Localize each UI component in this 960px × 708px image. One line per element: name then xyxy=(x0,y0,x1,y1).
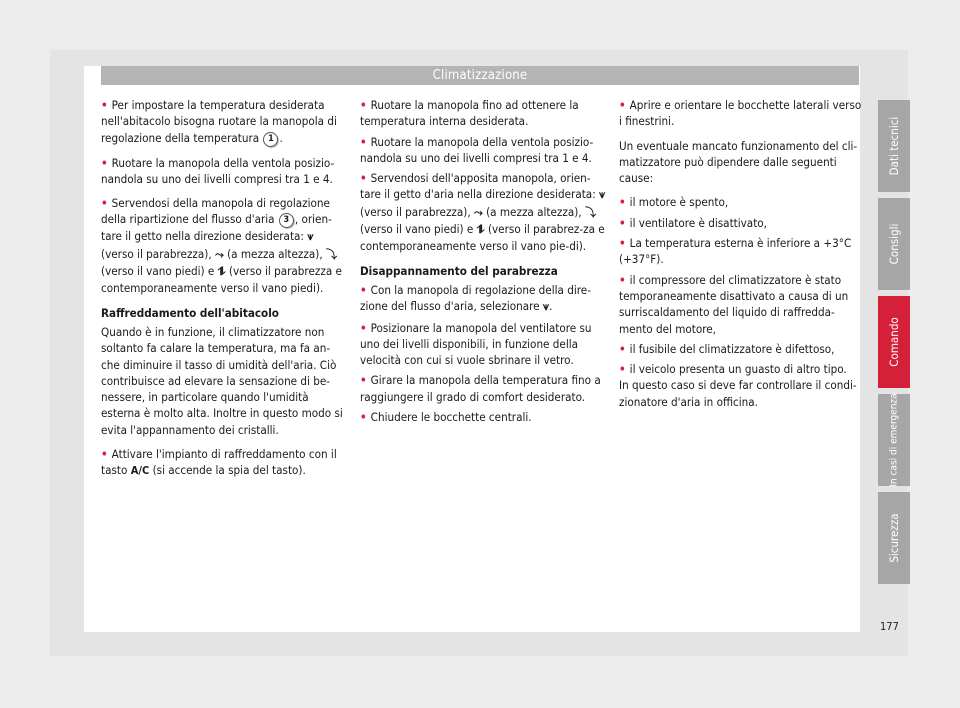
tab-dati-tecnici[interactable]: Dati tecnici xyxy=(878,100,910,192)
tab-in-casi-di-emergenza[interactable]: In casi di emergenza xyxy=(878,394,910,486)
bullet-item: • il motore è spento, xyxy=(619,195,729,210)
section-heading: Raffreddamento dell'abitacolo xyxy=(101,305,279,320)
windshield-footwell-airflow-icon: ⥮ xyxy=(476,223,485,237)
bullet-item: • il ventilatore è disattivato, xyxy=(619,215,767,230)
bullet-item: • Aprire e orientare le bocchette laterali verso i finestrini. xyxy=(619,98,862,129)
windshield-airflow-icon: ⩛ xyxy=(542,300,550,314)
column-1 xyxy=(101,97,347,488)
footwell-airflow-icon: ⤵ xyxy=(584,205,596,219)
mid-airflow-icon: ⤳ xyxy=(473,205,483,219)
paragraph: In questo caso si deve far controllare il condi-zionatore d'aria in officina. xyxy=(619,378,857,409)
tab-sicurezza[interactable]: Sicurezza xyxy=(878,492,910,584)
footwell-airflow-icon: ⤵ xyxy=(325,247,337,261)
column-3 xyxy=(619,97,865,418)
ac-key-icon: A/C xyxy=(130,464,150,478)
page-number: 177 xyxy=(880,620,899,633)
tab-comando[interactable]: Comando xyxy=(878,296,910,388)
bullet-item: • Servendosi della manopola di regolazione della ripartizione del flusso d'aria 3 , orien-tare il getto nella direzione desiderata: ⩛ (verso il parabrezza), ⤳ (a mezza altezza), ⤵ (verso il vano piedi) e ⥮ (verso il parabrezza e contemporaneamente verso il vano piedi). xyxy=(101,196,342,296)
bullet-item: • La temperatura esterna è inferiore a +3°C (+37°F). xyxy=(619,236,852,267)
windshield-airflow-icon: ⩛ xyxy=(599,188,606,202)
bullet-item: • il veicolo presenta un guasto di altro tipo. xyxy=(619,362,847,377)
bullet-item: • Girare la manopola della temperatura fino a raggiungere il grado di comfort desiderato. xyxy=(360,373,601,404)
tab-consigli[interactable]: Consigli xyxy=(878,198,910,290)
bullet-item: • Attivare l'impianto di raffreddamento con il tasto A/C (si accende la spia del tasto). xyxy=(101,446,347,480)
mid-airflow-icon: ⤳ xyxy=(214,247,224,261)
section-heading: Disappannamento del parabrezza xyxy=(360,263,558,278)
section-header: Climatizzazione xyxy=(101,66,859,85)
column-2 xyxy=(360,97,606,433)
bullet-item: • il compressore del climatizzatore è stato temporaneamente disattivato a causa di un surriscaldamento del liquido di raffredda-mento del motore, xyxy=(619,272,849,336)
bullet-item: • Chiudere le bocchette centrali. xyxy=(360,410,532,425)
windshield-airflow-icon: ⩛ xyxy=(307,230,314,244)
bullet-item: • Servendosi dell'apposita manopola, orien-tare il getto d'aria nella direzione desiderata: ⩛ (verso il parabrezza), ⤳ (a mezza altezza), ⤵ (verso il vano piedi) e ⥮ (verso il parabrez-za e contemporaneamente verso il vano pie-di). xyxy=(360,171,606,254)
bullet-item: • Ruotare la manopola della ventola posizio-nandola su uno dei livelli compresi tra 1 e 4. xyxy=(360,134,594,165)
bullet-item: • Ruotare la manopola della ventola posizio-nandola su uno dei livelli compresi tra 1 e 4. xyxy=(101,155,335,186)
bullet-item: • il fusibile del climatizzatore è difettoso, xyxy=(619,341,835,356)
paragraph: Un eventuale mancato funzionamento del cli-matizzatore può dipendere dalle seguenti cause: xyxy=(619,138,858,186)
ref-marker: 3 xyxy=(279,213,294,228)
bullet-item: • Posizionare la manopola del ventilatore su uno dei livelli disponibili, in funzione della velocità con cui si vuole sbrinare il vetro. xyxy=(360,320,592,368)
bullet-item: • Ruotare la manopola fino ad ottenere la temperatura interna desiderata. xyxy=(360,98,579,129)
bullet-item: • Con la manopola di regolazione della dire-zione del flusso d'aria, selezionare ⩛. xyxy=(360,282,606,316)
ref-marker: 1 xyxy=(263,132,278,147)
windshield-footwell-airflow-icon: ⥮ xyxy=(217,265,226,279)
paragraph: Quando è in funzione, il climatizzatore non soltanto fa calare la temperatura, ma fa an-che diminuire il tasso di umidità dell'aria. Ciò contribuisce ad elevare la sensazione di be-nessere, in particolare quando l'umidità esterna è molto alta. Inoltre in questo modo si evita l'appannamento dei cristalli. xyxy=(101,324,343,437)
bullet-item: • Per impostare la temperatura desiderata nell'abitacolo bisogna ruotare la manopola di regolazione della temperatura 1 . xyxy=(101,98,337,145)
